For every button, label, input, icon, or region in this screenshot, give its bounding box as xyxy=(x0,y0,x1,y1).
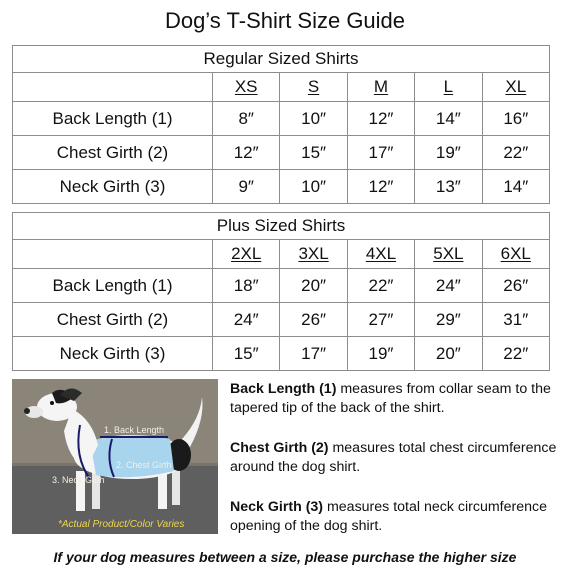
size-header xyxy=(415,73,482,102)
table-cell: 17″ xyxy=(347,136,414,170)
table-row xyxy=(13,303,550,337)
table-cell: 18″ xyxy=(213,269,280,303)
size-header xyxy=(482,73,549,102)
table-cell: 22″ xyxy=(347,269,414,303)
chest-girth-label: 2. Chest Girth xyxy=(116,460,172,470)
back-length-description xyxy=(230,380,560,418)
chest-girth-description xyxy=(230,439,560,477)
size-header-text: S xyxy=(307,77,320,96)
table-cell: 24″ xyxy=(415,269,482,303)
table-row xyxy=(13,102,550,136)
plus-table-caption: Plus Sized Shirts xyxy=(13,213,550,240)
neck-girth-label: 3. Neck Girth xyxy=(52,475,105,485)
size-header xyxy=(347,73,414,102)
size-header-text: 3XL xyxy=(298,244,329,263)
description-text: measures total neck circumference opening of the dog shirt. xyxy=(230,499,547,534)
description-text: measures from collar seam to the tapered tip of the back of the shirt. xyxy=(230,381,551,416)
table-cell: 20″ xyxy=(415,337,482,371)
size-header-text: XL xyxy=(505,77,527,96)
table-cell: 22″ xyxy=(482,136,549,170)
table-cell: 31″ xyxy=(482,303,549,337)
table-row xyxy=(13,337,550,371)
size-header-text: 4XL xyxy=(365,244,397,263)
table-cell: 26″ xyxy=(280,303,347,337)
row-label: Neck Girth (3) xyxy=(13,337,213,371)
table-row xyxy=(13,170,550,204)
size-header xyxy=(482,240,549,269)
size-header-text: XS xyxy=(234,77,258,96)
size-header xyxy=(280,240,347,269)
empty-header-cell xyxy=(13,240,213,269)
row-label: Neck Girth (3) xyxy=(13,170,213,204)
table-cell: 10″ xyxy=(280,102,347,136)
table-cell: 24″ xyxy=(213,303,280,337)
size-header-text: 5XL xyxy=(433,244,464,263)
dog-illustration xyxy=(12,379,218,534)
regular-size-table xyxy=(12,45,550,204)
table-cell: 22″ xyxy=(482,337,549,371)
dog-photo xyxy=(12,379,218,534)
description-term: Chest Girth (2) xyxy=(230,440,329,456)
size-header xyxy=(415,240,482,269)
table-cell: 19″ xyxy=(347,337,414,371)
table-cell: 29″ xyxy=(415,303,482,337)
row-label: Back Length (1) xyxy=(13,269,213,303)
description-text: measures total chest circumference around the dog shirt. xyxy=(230,440,557,475)
table-cell: 10″ xyxy=(280,170,347,204)
table-cell: 26″ xyxy=(482,269,549,303)
row-label: Chest Girth (2) xyxy=(13,136,213,170)
table-cell: 12″ xyxy=(347,102,414,136)
description-term: Neck Girth (3) xyxy=(230,499,324,515)
size-header xyxy=(213,240,280,269)
row-label: Back Length (1) xyxy=(13,102,213,136)
table-cell: 15″ xyxy=(213,337,280,371)
table-cell: 8″ xyxy=(213,102,280,136)
table-cell: 15″ xyxy=(280,136,347,170)
size-header-text: 2XL xyxy=(231,244,262,263)
product-note: *Actual Product/Color Varies xyxy=(58,519,185,530)
plus-size-table xyxy=(12,212,550,371)
back-length-label: 1. Back Length xyxy=(104,425,165,435)
size-header-text: M xyxy=(373,77,389,96)
table-row xyxy=(13,136,550,170)
size-header xyxy=(347,240,414,269)
table-cell: 17″ xyxy=(280,337,347,371)
size-header-text: L xyxy=(443,77,454,96)
measurement-descriptions xyxy=(230,380,560,557)
table-row xyxy=(13,269,550,303)
size-header xyxy=(213,73,280,102)
table-cell: 19″ xyxy=(415,136,482,170)
table-cell: 14″ xyxy=(415,102,482,136)
empty-header-cell xyxy=(13,73,213,102)
table-cell: 12″ xyxy=(347,170,414,204)
table-cell: 13″ xyxy=(415,170,482,204)
regular-table-caption: Regular Sized Shirts xyxy=(13,46,550,73)
table-cell: 9″ xyxy=(213,170,280,204)
neck-girth-description xyxy=(230,498,560,536)
page-title: Dog’s T-Shirt Size Guide xyxy=(164,8,406,33)
table-cell: 12″ xyxy=(213,136,280,170)
table-cell: 20″ xyxy=(280,269,347,303)
table-cell: 27″ xyxy=(347,303,414,337)
size-header-text: 6XL xyxy=(500,244,531,263)
table-cell: 16″ xyxy=(482,102,549,136)
row-label: Chest Girth (2) xyxy=(13,303,213,337)
table-cell: 14″ xyxy=(482,170,549,204)
description-term: Back Length (1) xyxy=(230,381,337,397)
size-header xyxy=(280,73,347,102)
sizing-advice: If your dog measures between a size, please purchase the higher size xyxy=(53,549,517,565)
